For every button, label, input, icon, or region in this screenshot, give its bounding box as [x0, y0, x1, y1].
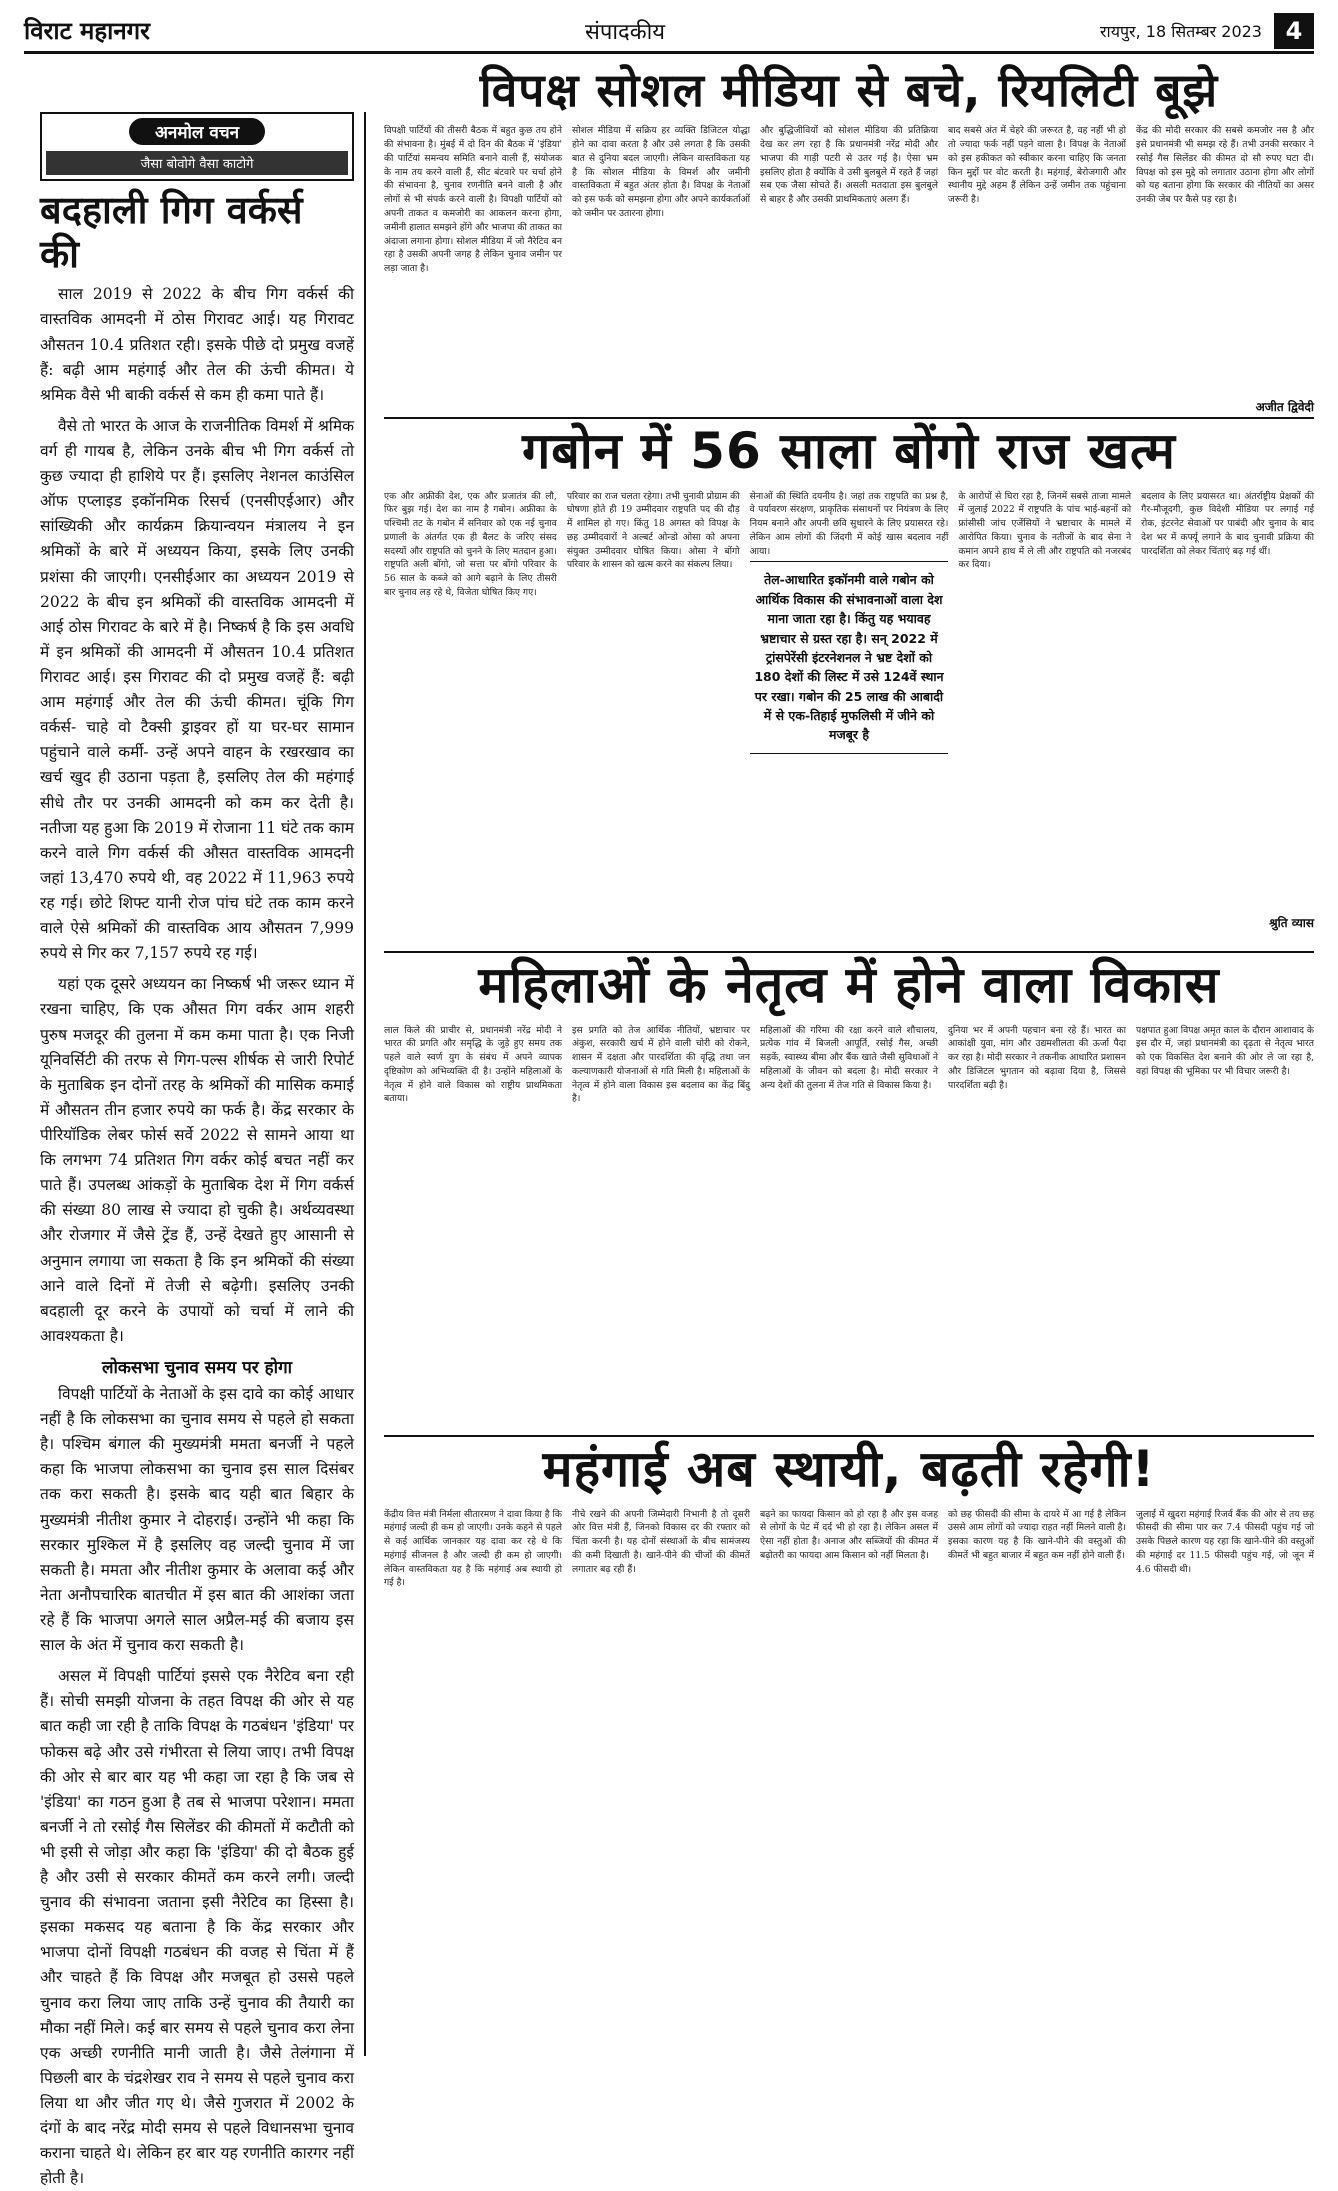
- article-women-development: [384, 956, 1314, 1429]
- article-column: लाल किले की प्राचीर से, प्रधानमंत्री नरेंद्र मोदी ने भारत की प्रगति और समृद्धि के जुड़े हुए समय तक पहले वाले स्वर्ण युग के संबंध में अपने व्यापक दृष्टिकोण को अभिव्यक्ति दी है। उन्होंने महिलाओं के नेतृत्व में होने वाले विकास को राष्ट्रीय प्राथमिकता बताया।: [384, 1024, 562, 1105]
- sidebar-paragraph: यहां एक दूसरे अध्ययन का निष्कर्ष भी जरूर ध्यान में रखना चाहिए, कि एक औसत गिग वर्कर आम शहरी पुरुष मजदूर की तुलना में कम कमा पाता है। एक निजी यूनिवर्सिटी की तरफ से गिग-पल्स शीर्षक से जारी रिपोर्ट के मुताबिक इन दोनों तरह के श्रमिकों की मासिक कमाई में औसतन तीन हजार रुपये का फर्क है। केंद्र सरकार के पीरियॉडिक लेबर फोर्स सर्वे 2022 से सामने आया था कि लगभग 74 प्रतिशत गिग वर्कर कोई बचत नहीं कर पाते हैं। उपलब्ध आंकड़ों के मुताबिक देश में गिग वर्कर्स की संख्या 80 लाख से ज्यादा हो चुकी है। अर्थव्यवस्था और रोजगार में जैसे ट्रेंड हैं, उन्हें देखते हुए आसानी से अनुमान लगाया जा सकता है कि इन श्रमिकों की संख्या आने वाले दिनों में तेजी से बढ़ेगी। इसलिए उनकी बदहाली दूर करने के उपायों को चर्चा में लाने की आवश्यकता है।: [40, 975, 354, 1345]
- article-column: और बुद्धिजीवियों को सोशल मीडिया की प्रतिक्रिया देख कर लग रहा है कि प्रधानमंत्री नरेंद्र मोदी और भाजपा की गाड़ी पटरी से उतर गई है। ऐसा भ्रम इसलिए होता है क्योंकि वे उसी बुलबुले में रहते हैं जहां सब एक जैसा सोचते हैं। असली मतदाता इस बुलबुले से बाहर है और उसकी प्राथमिकताएं अलग हैं।: [760, 125, 938, 206]
- article-column: नीचे रखने की अपनी जिम्मेदारी निभानी है तो दूसरी ओर वित्त मंत्री हैं, जिनको विकास दर की रफ्तार को चिंता करनी है। यह दोनों संस्थाओं के बीच सामंजस्य की कमी दिखाती है। खाने-पीने की चीजों की कीमतें लगातार बढ़ रही हैं।: [572, 1508, 750, 1575]
- divider: [384, 417, 1314, 419]
- article-headline: महंगाई अब स्थायी, बढ़ती रहेगी!: [542, 1440, 1156, 1498]
- article-column: केंद्र की मोदी सरकार की सबसे कमजोर नस है और इसे प्रधानमंत्री भी समझ रहे हैं। तभी उनकी सरकार ने रसोई गैस सिलेंडर की कीमत दो सौ रुपए घटा दी। विपक्ष को इस मुद्दे को लगातार उठाना होगा और लोगों को यह बताना होगा कि सरकार की नीतियों का असर उनकी जेब पर कैसे पड़ रहा है।: [1136, 125, 1314, 206]
- article-column: को छह फीसदी की सीमा के दायरे में आ गई है लेकिन उससे आम लोगों को ज्यादा राहत नहीं मिलने वाली है। इसका कारण यह है कि खाने-पीने की वस्तुओं की कीमतें भी बहुत बाजार में बहुत कम नहीं होने वाली हैं।: [948, 1508, 1126, 1561]
- article-column: विपक्षी पार्टियों की तीसरी बैठक में बहुत कुछ तय होने की संभावना है। मुंबई में दो दिन की बैठक में 'इंडिया' की पार्टियां समन्वय समिति बनाने वाली हैं, संयोजक के नाम तय करने वाली हैं, सीट बंटवारे पर चर्चा होने की संभावना है, चुनाव रणनीति बनने वाली है और लोगों से भी संपर्क करने वाली है। विपक्षी पार्टियों को अपनी ताकत व कमजोरी का आकलन करना होगा, जमीनी हालात समझने होंगे और भाजपा की ताकत का अंदाजा लगाना होगा। सोशल मीडिया में जो नैरेटिव बन रहा है उसकी अपनी जगह है लेकिन चुनाव जमीन पर लड़ा जाता है।: [384, 125, 563, 275]
- section-name: संपादकीय: [584, 19, 666, 45]
- article-column: बढ़ने का फायदा किसान को हो रहा है और इस वजह से लोगों के पेट में दर्द भी हो रहा है। लेकिन असल में ऐसा नहीं होता है। अनाज और सब्जियों की कीमत में बढ़ोतरी का फायदा आम किसान को नहीं मिलता है।: [760, 1508, 938, 1561]
- article-column: एक और अफ्रीकी देश, एक और प्रजातंत्र की लौ, फिर बुझ गई। देश का नाम है गबोन। अफ्रीका के पश्चिमी तट के गबोन में सनिवार को एक नई चुनाव प्रणाली के अंतर्गत एक ही बैलट के जरिए संसद सदस्यों और राष्ट्रपति को चुनने के लिए मतदान हुआ। राष्ट्रपति अली बोंगो, जो सत्ता पर बोंगो परिवार के 56 साल के कब्जे को आगे बढ़ाने के लिए तीसरी बार चुनाव लड़ रहे थे, विजेता घोषित किए गए।: [384, 490, 557, 599]
- article-column: इस प्रगति को तेज आर्थिक नीतियों, भ्रष्टाचार पर अंकुश, सरकारी खर्च में होने वाली चोरी को रोकने, शासन में दक्षता और पारदर्शिता की वृद्धि तथा जन कल्याणकारी योजनाओं से गति मिली है। महिलाओं के नेतृत्व में होने वाला विकास इस बदलाव का केंद्र बिंदु है।: [572, 1024, 750, 1105]
- article-headline: गबोन में 56 साला बोंगो राज खत्म: [522, 422, 1176, 480]
- main-content: [384, 62, 1314, 2083]
- sidebar: [40, 112, 366, 2188]
- masthead-right: [1100, 13, 1314, 49]
- article-column: सेनाओं की स्थिति दयनीय है। जहां तक राष्ट्रपति का प्रश्न है, वे पर्यावरण संरक्षण, प्राकृतिक संसाधनों पर नियंत्रण के लिए नियम बनाने और अपनी छवि सुधारने के लिए प्रयासरत रहे। लेकिन आम लोगों की जिंदगी में कोई खास बदलाव नहीं आया।: [749, 490, 949, 557]
- article-column: केंद्रीय वित्त मंत्री निर्मला सीतारमण ने दावा किया है कि महंगाई जल्दी ही कम हो जाएगी। उनके कहने से पहले से कई आर्थिक जानकार यह दावा कर रहे थे कि महंगाई सीजनल है और जल्दी ही कम हो जाएगी। लेकिन वास्तविकता यह है कि महंगाई अब स्थायी हो गई है।: [384, 1508, 562, 1589]
- byline: श्रुति व्यास: [1269, 915, 1314, 930]
- byline: अजीत द्विवेदी: [1255, 400, 1314, 415]
- paper-name: विराट महानगर: [24, 17, 151, 45]
- sidebar-paragraph: विपक्षी पार्टियों के नेताओं के इस दावे का कोई आधार नहीं है कि लोकसभा का चुनाव समय से पहले हो सकता है। पश्चिम बंगाल की मुख्यमंत्री ममता बनर्जी ने पहले कहा कि भाजपा लोकसभा का चुनाव इस साल दिसंबर तक करा सकती है। इसके बाद यही बात बिहार के मुख्यमंत्री नीतीश कुमार ने दोहराई। उन्होंने भी कहा कि सरकार मुश्किल में है इसलिए वह जल्दी चुनाव में जा सकती है। ममता और नीतीश कुमार के अलावा कई और नेता अनौपचारिक बातचीत में इस बात की आशंका जता रहे हैं कि भाजपा अगले साल अप्रैल-मई की बजाय इस साल के अंत में चुनाव करा सकती है।: [40, 1384, 354, 1655]
- sidebar-headline: बदहाली गिग वर्कर्स की: [40, 188, 303, 276]
- sidebar-paragraph: असल में विपक्षी पार्टियां इससे एक नैरेटिव बना रही हैं। सोची समझी योजना के तहत विपक्ष की ओर से यह बात कही जा रही है ताकि विपक्ष के गठबंधन 'इंडिया' पर फोकस बढ़े और उसे गंभीरता से लिया जाए। तभी विपक्ष की ओर से बार बार यह भी कहा जा रहा है कि जब से 'इंडिया' का गठन हुआ है तब से भाजपा परेशान। ममता बनर्जी ने तो रसोई गैस सिलेंडर की कीमतों में कटौती को भी इसी से जोड़ा और कहा कि 'इंडिया' की दो बैठक हुई है और उसी से सरकार कीमतें कम करने लगी। जल्दी चुनाव की संभावना जताना इसी नैरेटिव का हिस्सा है। इसका मकसद यह बताना है कि केंद्र सरकार और भाजपा दोनों विपक्षी गठबंधन की वजह से चिंता में हैं और चाहते हैं कि विपक्ष और मजबूत हो उससे पहले चुनाव करा लिया जाए ताकि उन्हें चुनाव की तैयारी का मौका नहीं मिले। कई बार समय से पहले चुनाव करा लेना एक अच्छी रणनीति मानी जाती है। जैसे तेलंगाना में पिछली बार के चंद्रशेखर राव ने समय से पहले चुनाव करा लिया था और जीत गए थे। जैसे गुजरात में 2002 के दंगों के बाद नरेंद्र मोदी समय से पहले विधानसभा चुनाव कराना चाहते थे। लेकिन हर बार यह रणनीति कारगर नहीं होती है।: [40, 1667, 354, 2188]
- article-column: परिवार का राज चलता रहेगा। तभी चुनावी प्रोग्राम की घोषणा होते ही 19 उम्मीदवार राष्ट्रपति पद की दौड़ में शामिल हो गए। किंतु 18 अगस्त को विपक्ष के छह उम्मीदवारों ने अल्बर्ट ओन्डो ओसा को अपना संयुक्त उम्मीदवार घोषित किया। ओसा ने बोंगो परिवार के शासन को खत्म करने का संकल्प लिया।: [566, 490, 740, 571]
- article-opposition: [384, 63, 1314, 415]
- masthead: [24, 10, 1314, 54]
- article-inflation: [384, 1440, 1314, 2083]
- article-gabon: [384, 422, 1314, 945]
- article-column: बदलाव के लिए प्रयासरत था। अंतर्राष्ट्रीय प्रेक्षकों की गैर-मौजूदगी, कुछ विदेशी मीडिया पर लगाई गई रोक, इंटरनेट सेवाओं पर पाबंदी और चुनाव के बाद देश भर में कर्फ्यू लगाने के बाद चुनावी प्रक्रिया की पारदर्शिता को लेकर चिंताएं बढ़ गई थीं।: [1141, 490, 1314, 557]
- pull-quote: तेल-आधारित इकॉनमी वाले गबोन को आर्थिक विकास की संभावनाओं वाला देश माना जाता रहा है। किंतु यह भयावह भ्रष्टाचार से ग्रस्त रहा है। सन् 2022 में ट्रांसपेरेंसी इंटरनेशनल ने भ्रष्ट देशों को 180 देशों की लिस्ट में उसे 124वें स्थान पर रखा। गबोन की 25 लाख की आबादी में से एक-तिहाई मुफलिसी में जीने को मजबूर है: [750, 561, 949, 753]
- divider: [384, 951, 1314, 953]
- article-column: पक्षपात हुआ विपक्ष अमृत काल के दौरान आशावाद के इस दौर में, जहां प्रधानमंत्री का दृढ़ता से नेतृत्व भारत को एक विकसित देश बनाने की ओर ले जा रहा है, वहां विपक्ष की भूमिका पर भी विचार जरूरी है।: [1136, 1024, 1314, 1077]
- article-column: महिलाओं की गरिमा की रक्षा करने वाले शौचालय, प्रत्येक गांव में बिजली आपूर्ति, रसोई गैस, अच्छी सड़कें, स्वास्थ्य बीमा और बैंक खाते जैसी सुविधाओं ने महिलाओं के जीवन को बदला है। मोदी सरकार ने अन्य देशों की तुलना में तेज गति से विकास किया है।: [760, 1024, 938, 1091]
- page-number: 4: [1274, 13, 1314, 49]
- quote-box: [40, 112, 354, 181]
- date: रायपुर, 18 सितम्बर 2023: [1100, 21, 1262, 41]
- sidebar-subheadline: लोकसभा चुनाव समय पर होगा: [101, 1357, 293, 1378]
- divider: [384, 1435, 1314, 1437]
- article-column: के आरोपों से घिरा रहा है, जिनमें सबसे ताजा मामले में जुलाई 2022 में राष्ट्रपति के पांच भाई-बहनों को फ्रांसीसी जांच एजेंसियों ने भ्रष्टाचार के मामले में आरोपित किया। चुनाव के नतीजों के बाद सेना ने कमान अपने हाथ में ले ली और राष्ट्रपति को नजरबंद कर दिया।: [958, 490, 1132, 571]
- article-headline: विपक्ष सोशल मीडिया से बचे, रियलिटी बूझे: [479, 63, 1219, 117]
- quote-text: जैसा बोवोगे वैसा काटोगे: [46, 151, 348, 175]
- sidebar-paragraph: वैसे तो भारत के आज के राजनीतिक विमर्श में श्रमिक वर्ग ही गायब है, लेकिन उनके बीच भी गिग वर्कर्स तो कुछ ज्यादा ही हाशिये पर हैं। इसलिए नेशनल काउंसिल ऑफ एप्लाइड इकॉनमिक रिसर्च (एनसीएईआर) और सांख्यिकी और कार्यक्रम क्रियान्वयन मंत्रालय ने इन श्रमिकों के बारे में अध्ययन किया, इसके लिए उनकी प्रशंसा की जाएगी। एनसीईआर का अध्ययन 2019 से 2022 के बीच इन श्रमिकों की वास्तविक आमदनी में आई ठोस गिरावट के बारे में है। निष्कर्ष है कि इस अवधि में इन श्रमिकों की आमदनी में औसतन 10.4 प्रतिशत गिरावट आई। इस गिरावट की दो प्रमुख वजहें हैं: बढ़ी आम महंगाई और तेल की ऊंची कीमत। चूंकि गिग वर्कर्स- चाहे वो टैक्सी ड्राइवर हों या घर-घर सामान पहुंचाने वाले कर्मी- उन्हें अपने वाहन के रखरखाव का खर्च खुद ही उठाना पड़ता है, इसलिए तेल की महंगाई सीधे तौर पर उनकी आमदनी को कम कर देती है। नतीजा यह हुआ कि 2019 में रोजाना 11 घंटे तक काम करने वाले गिग वर्कर्स की औसत वास्तविक आमदनी जहां 13,470 रुपये थी, वह 2022 में 11,963 रुपये रह गई। छोटे शिफ्ट यानी रोज पांच घंटे तक काम करने वाले ऐसे श्रमिकों की वास्तविक आय औसतन 7,999 रुपये से गिर कर 7,157 रुपये रह गई।: [40, 416, 354, 963]
- article-column: जुलाई में खुदरा महंगाई रिजर्व बैंक की ओर से तय छह फीसदी की सीमा पार कर 7.4 फीसदी पहुंच गई जो उसके पिछले कारण यह रहा कि खाने-पीने की वस्तुओं की महंगाई दर 11.5 फीसदी पहुंच गई, जो जून में 4.6 फीसदी थी।: [1136, 1508, 1314, 1575]
- article-column: बाद सबसे अंत में चेहरे की जरूरत है, वह नहीं भी हो तो ज्यादा फर्क नहीं पड़ने वाला है। विपक्ष के नेताओं को इस हकीकत को स्वीकार करना चाहिए कि जनता किन मुद्दों पर वोट करती है। महंगाई, बेरोजगारी और स्थानीय मुद्दे अहम हैं लेकिन उन्हें जमीन तक पहुंचाना जरूरी है।: [948, 125, 1126, 206]
- sidebar-paragraph: साल 2019 से 2022 के बीच गिग वर्कर्स की वास्तविक आमदनी में ठोस गिरावट आई। यह गिरावट औसतन 10.4 प्रतिशत रही। इसके पीछे दो प्रमुख वजहें हैं: बढ़ी आम महंगाई और तेल की ऊंची कीमत। ये श्रमिक वैसे भी बाकी वर्कर्स से कम ही कमा पाते हैं।: [40, 285, 354, 404]
- article-headline: महिलाओं के नेतृत्व में होने वाला विकास: [478, 956, 1220, 1014]
- article-column: सोशल मीडिया में सक्रिय हर व्यक्ति डिजिटल योद्धा होने का दावा करता है और उसे लगता है कि उसकी बात से दुनिया बदल जाएगी। लेकिन वास्तविकता यह है कि सोशल मीडिया के विमर्श और जमीनी वास्तविकता में बहुत अंतर होता है। विपक्ष के नेताओं को इस फर्क को समझना होगा और अपने कार्यकर्ताओं को जमीन पर उतारना होगा।: [572, 125, 750, 220]
- quote-box-title: अनमोल वचन: [129, 118, 265, 145]
- article-column: दुनिया भर में अपनी पहचान बना रहे हैं। भारत का आकांक्षी युवा, मांग और उद्यमशीलता की ऊर्जा पैदा कर रहा है। मोदी सरकार ने तकनीक आधारित प्रशासन और डिजिटल भुगतान को बढ़ावा दिया है, जिससे पारदर्शिता बढ़ी है।: [948, 1024, 1126, 1091]
